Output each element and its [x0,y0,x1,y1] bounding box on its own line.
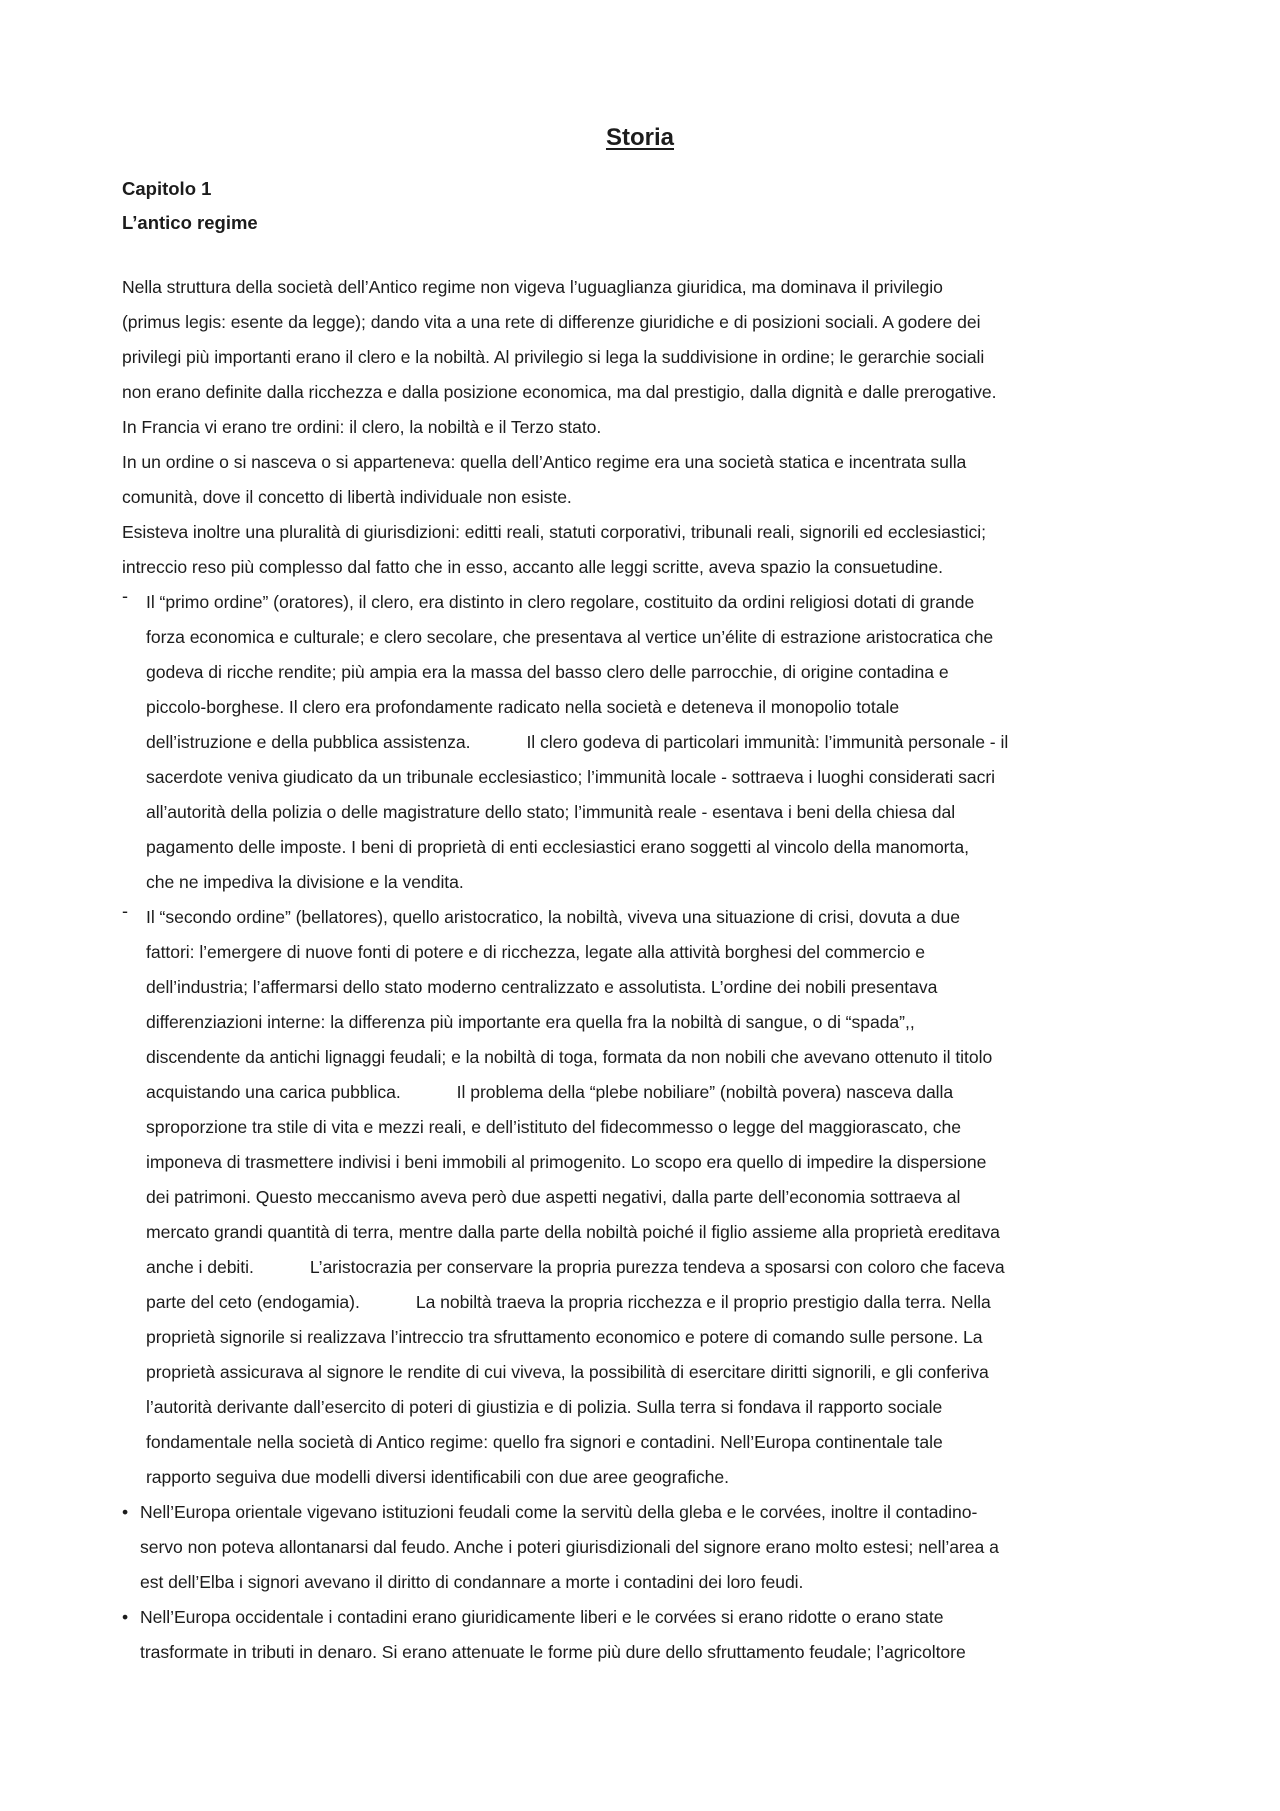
text-line [146,725,1172,760]
text-segment: L’aristocrazia per conservare la propria purezza tendeva a sposarsi con coloro che faceva [309,1257,1005,1277]
list-item-nobility [122,900,1172,1495]
text-line: l’autorità derivante dall’esercito di poteri di giustizia e di polizia. Sulla terra si fondava il rapporto sociale [146,1397,943,1417]
intro-paragraph [122,270,1172,585]
text-line [146,1285,1172,1320]
list-item-western-europe [122,1600,1172,1670]
text-line: fattori: l’emergere di nuove fonti di potere e di ricchezza, legate alla attività borghesi del commercio e [146,942,926,962]
text-line: Nella struttura della società dell’Antico regime non vigeva l’uguaglianza giuridica, ma dominava il privilegio [122,277,943,297]
text-line: Esisteva inoltre una pluralità di giurisdizioni: editti reali, statuti corporativi, tribunali reali, signorili ed ecclesiastici; [122,522,986,542]
text-segment: Il clero godeva di particolari immunità: l’immunità personale - il [526,732,1009,752]
text-line: discendente da antichi lignaggi feudali; e la nobiltà di toga, formata da non nobili che avevano ottenuto il titolo [146,1047,993,1067]
bullet-marker: • [122,1607,129,1627]
dash-marker: - [122,901,128,921]
text-line: all’autorità della polizia o delle magistrature dello stato; l’immunità reale - esentava i beni della chiesa dal [146,802,956,822]
text-line: pagamento delle imposte. I beni di proprietà di enti ecclesiastici erano soggetti al vincolo della manomorta, [146,837,969,857]
text-line [146,1075,1172,1110]
text-line: Il “primo ordine” (oratores), il clero, era distinto in clero regolare, costituito da ordini religiosi dotati di grande [146,592,975,612]
text-segment: Il problema della “plebe nobiliare” (nobiltà povera) nasceva dalla [456,1082,954,1102]
text-line: est dell’Elba i signori avevano il diritto di condannare a morte i contadini dei loro feudi. [140,1572,804,1592]
document-title: Storia [605,124,674,151]
text-line: rapporto seguiva due modelli diversi identificabili con due aree geografiche. [146,1467,729,1487]
bullet-marker: • [122,1502,129,1522]
text-line: proprietà signorile si realizzava l’intreccio tra sfruttamento economico e potere di comando sulle persone. La [146,1327,983,1347]
text-line: sacerdote veniva giudicato da un tribunale ecclesiastico; l’immunità locale - sottraeva i luoghi considerati sacri [146,767,996,787]
text-line: comunità, dove il concetto di libertà individuale non esiste. [122,487,572,507]
text-line: Nell’Europa orientale vigevano istituzioni feudali come la servitù della gleba e le corvées, inoltre il contadino- [140,1502,978,1522]
text-line: sproporzione tra stile di vita e mezzi reali, e dell’istituto del fidecommesso o legge del maggiorascato, che [146,1117,962,1137]
text-line: differenziazioni interne: la differenza più importante era quella fra la nobiltà di sangue, o di “spada”,, [146,1012,915,1032]
chapter-heading [122,172,258,240]
text-segment: acquistando una carica pubblica. [146,1082,401,1102]
text-segment: parte del ceto (endogamia). [146,1292,360,1312]
dash-marker: - [122,586,128,606]
list-item-eastern-europe [122,1495,1172,1600]
text-segment: La nobiltà traeva la propria ricchezza e il proprio prestigio dalla terra. Nella [415,1292,991,1312]
list-item-clergy [122,585,1172,900]
text-line: trasformate in tributi in denaro. Si erano attenuate le forme più dure dello sfruttamento feudale; l’agricoltore [140,1642,966,1662]
text-line: non erano definite dalla ricchezza e dalla posizione economica, ma dal prestigio, dalla dignità e dalle prerogative. [122,382,997,402]
text-line: servo non poteva allontanarsi dal feudo. Anche i poteri giurisdizionali del signore erano molto estesi; nell’area a [140,1537,999,1557]
text-line: Nell’Europa occidentale i contadini erano giuridicamente liberi e le corvées si erano ridotte o erano state [140,1607,944,1627]
text-line: mercato grandi quantità di terra, mentre dalla parte della nobiltà poiché il figlio assieme alla proprietà ereditava [146,1222,1000,1242]
chapter-number: Capitolo 1 [122,178,212,199]
text-segment: dell’istruzione e della pubblica assistenza. [146,732,471,752]
text-line: fondamentale nella società di Antico regime: quello fra signori e contadini. Nell’Europa continentale tale [146,1432,943,1452]
text-line [146,1250,1172,1285]
text-line: In un ordine o si nasceva o si apparteneva: quella dell’Antico regime era una società statica e incentrata sulla [122,452,967,472]
document-body [122,270,1172,1670]
text-line: In Francia vi erano tre ordini: il clero, la nobiltà e il Terzo stato. [122,417,602,437]
text-line: intreccio reso più complesso dal fatto che in esso, accanto alle leggi scritte, aveva spazio la consuetudine. [122,557,943,577]
text-line: Il “secondo ordine” (bellatores), quello aristocratico, la nobiltà, viveva una situazione di crisi, dovuta a due [146,907,960,927]
text-segment: anche i debiti. [146,1257,254,1277]
text-line: piccolo-borghese. Il clero era profondamente radicato nella società e deteneva il monopolio totale [146,697,900,717]
text-line: privilegi più importanti erano il clero e la nobiltà. Al privilegio si lega la suddivisione in ordine; le gerarchie sociali [122,347,985,367]
chapter-title: L’antico regime [122,212,258,233]
text-line: dei patrimoni. Questo meccanismo aveva però due aspetti negativi, dalla parte dell’economia sottraeva al [146,1187,961,1207]
text-line: proprietà assicurava al signore le rendite di cui viveva, la possibilità di esercitare diritti signorili, e gli conferiva [146,1362,989,1382]
text-line: (primus legis: esente da legge); dando vita a una rete di differenze giuridiche e di posizioni sociali. A godere dei [122,312,981,332]
text-line: dell’industria; l’affermarsi dello stato moderno centralizzato e assolutista. L’ordine dei nobili presentava [146,977,938,997]
text-line: forza economica e culturale; e clero secolare, che presentava al vertice un’élite di estrazione aristocratica che [146,627,994,647]
text-line: che ne impediva la divisione e la vendita. [146,872,464,892]
text-line: imponeva di trasmettere indivisi i beni immobili al primogenito. Lo scopo era quello di impedire la dispersione [146,1152,987,1172]
text-line: godeva di ricche rendite; più ampia era la massa del basso clero delle parrocchie, di origine contadina e [146,662,949,682]
